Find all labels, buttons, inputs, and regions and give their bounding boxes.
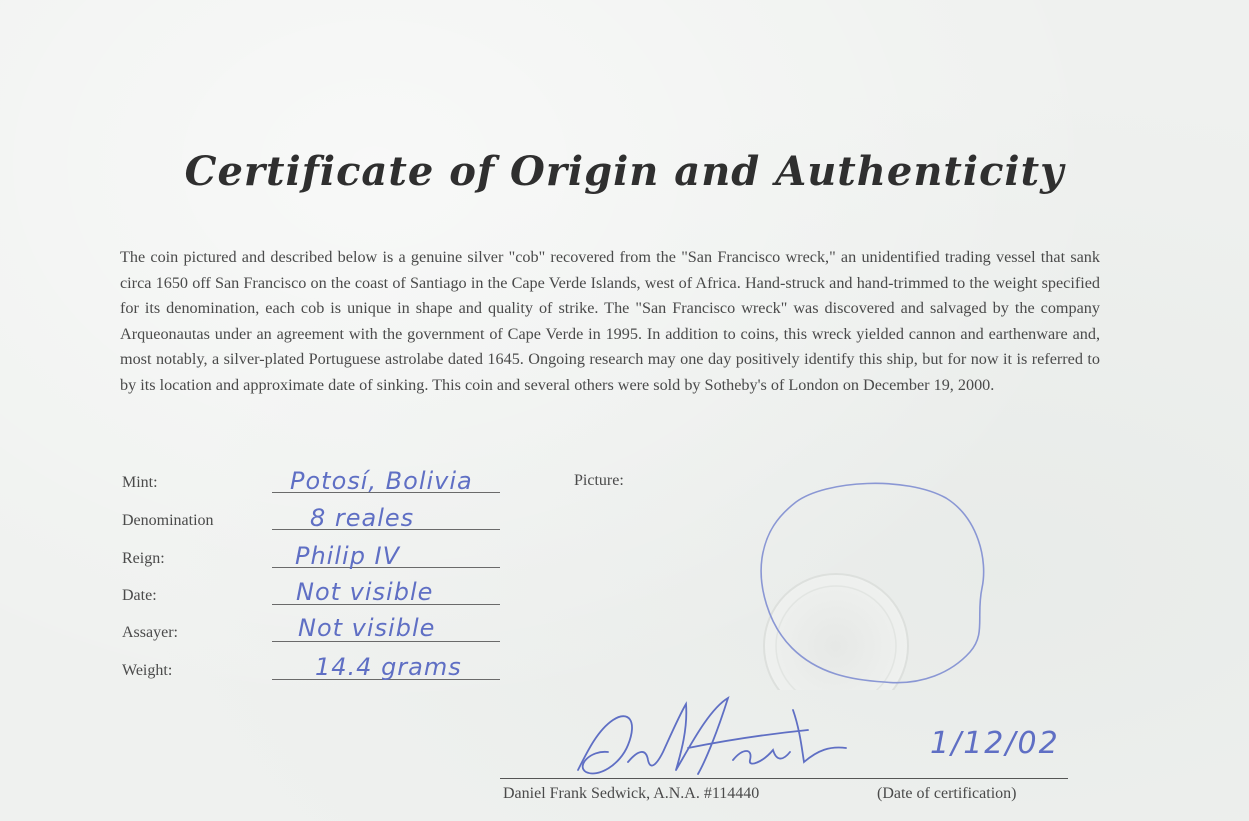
certificate-description: The coin pictured and described below is a genuine silver "cob" recovered from the "San Francisco wreck," an unidentified trading vessel that sank circa 1650 off San Francisco on the coast of Santiago in the Cape Verde Islands, west of Africa. Hand-struck and hand-trimmed to the weight specified for its denomination, each cob is unique in shape and quality of strike. The "San Francisco wreck" was discovered and salvaged by the company Arqueonautas under an agreement with the government of Cape Verde in 1995. In addition to coins, this wreck yielded cannon and earthenware and, most notably, a silver-plated Portuguese astrolabe dated 1645. Ongoing research may one day positively identify this ship, but for now it is referred to by its location and approximate date of sinking. This coin and several others were sold by Sotheby's of London on December 19, 2000.	[120, 248, 1100, 394]
handwritten-signature	[568, 690, 888, 785]
certification-date: 1/12/02	[930, 726, 1060, 761]
field-value-date: Not visible	[296, 578, 434, 606]
signer-name: Daniel Frank Sedwick, A.N.A. #114440	[503, 785, 760, 802]
field-value-denomination: 8 reales	[310, 504, 415, 532]
field-label-reign: Reign:	[122, 550, 165, 567]
date-of-certification-label: (Date of certification)	[877, 785, 1017, 802]
field-label-weight: Weight:	[122, 662, 173, 679]
coin-outline-picture	[756, 476, 988, 690]
certificate-title: Certificate of Origin and Authenticity	[184, 148, 1065, 195]
embossed-seal-mark	[764, 574, 908, 690]
signature-line	[500, 778, 1068, 779]
field-label-mint: Mint:	[122, 474, 158, 491]
field-value-mint: Potosí, Bolivia	[290, 467, 473, 495]
field-value-reign: Philip IV	[295, 542, 401, 570]
field-label-assayer: Assayer:	[122, 624, 178, 641]
field-value-weight: 14.4 grams	[315, 653, 462, 681]
field-label-date: Date:	[122, 587, 157, 604]
picture-label: Picture:	[574, 472, 624, 489]
field-label-denomination: Denomination	[122, 512, 214, 529]
field-value-assayer: Not visible	[298, 614, 436, 642]
